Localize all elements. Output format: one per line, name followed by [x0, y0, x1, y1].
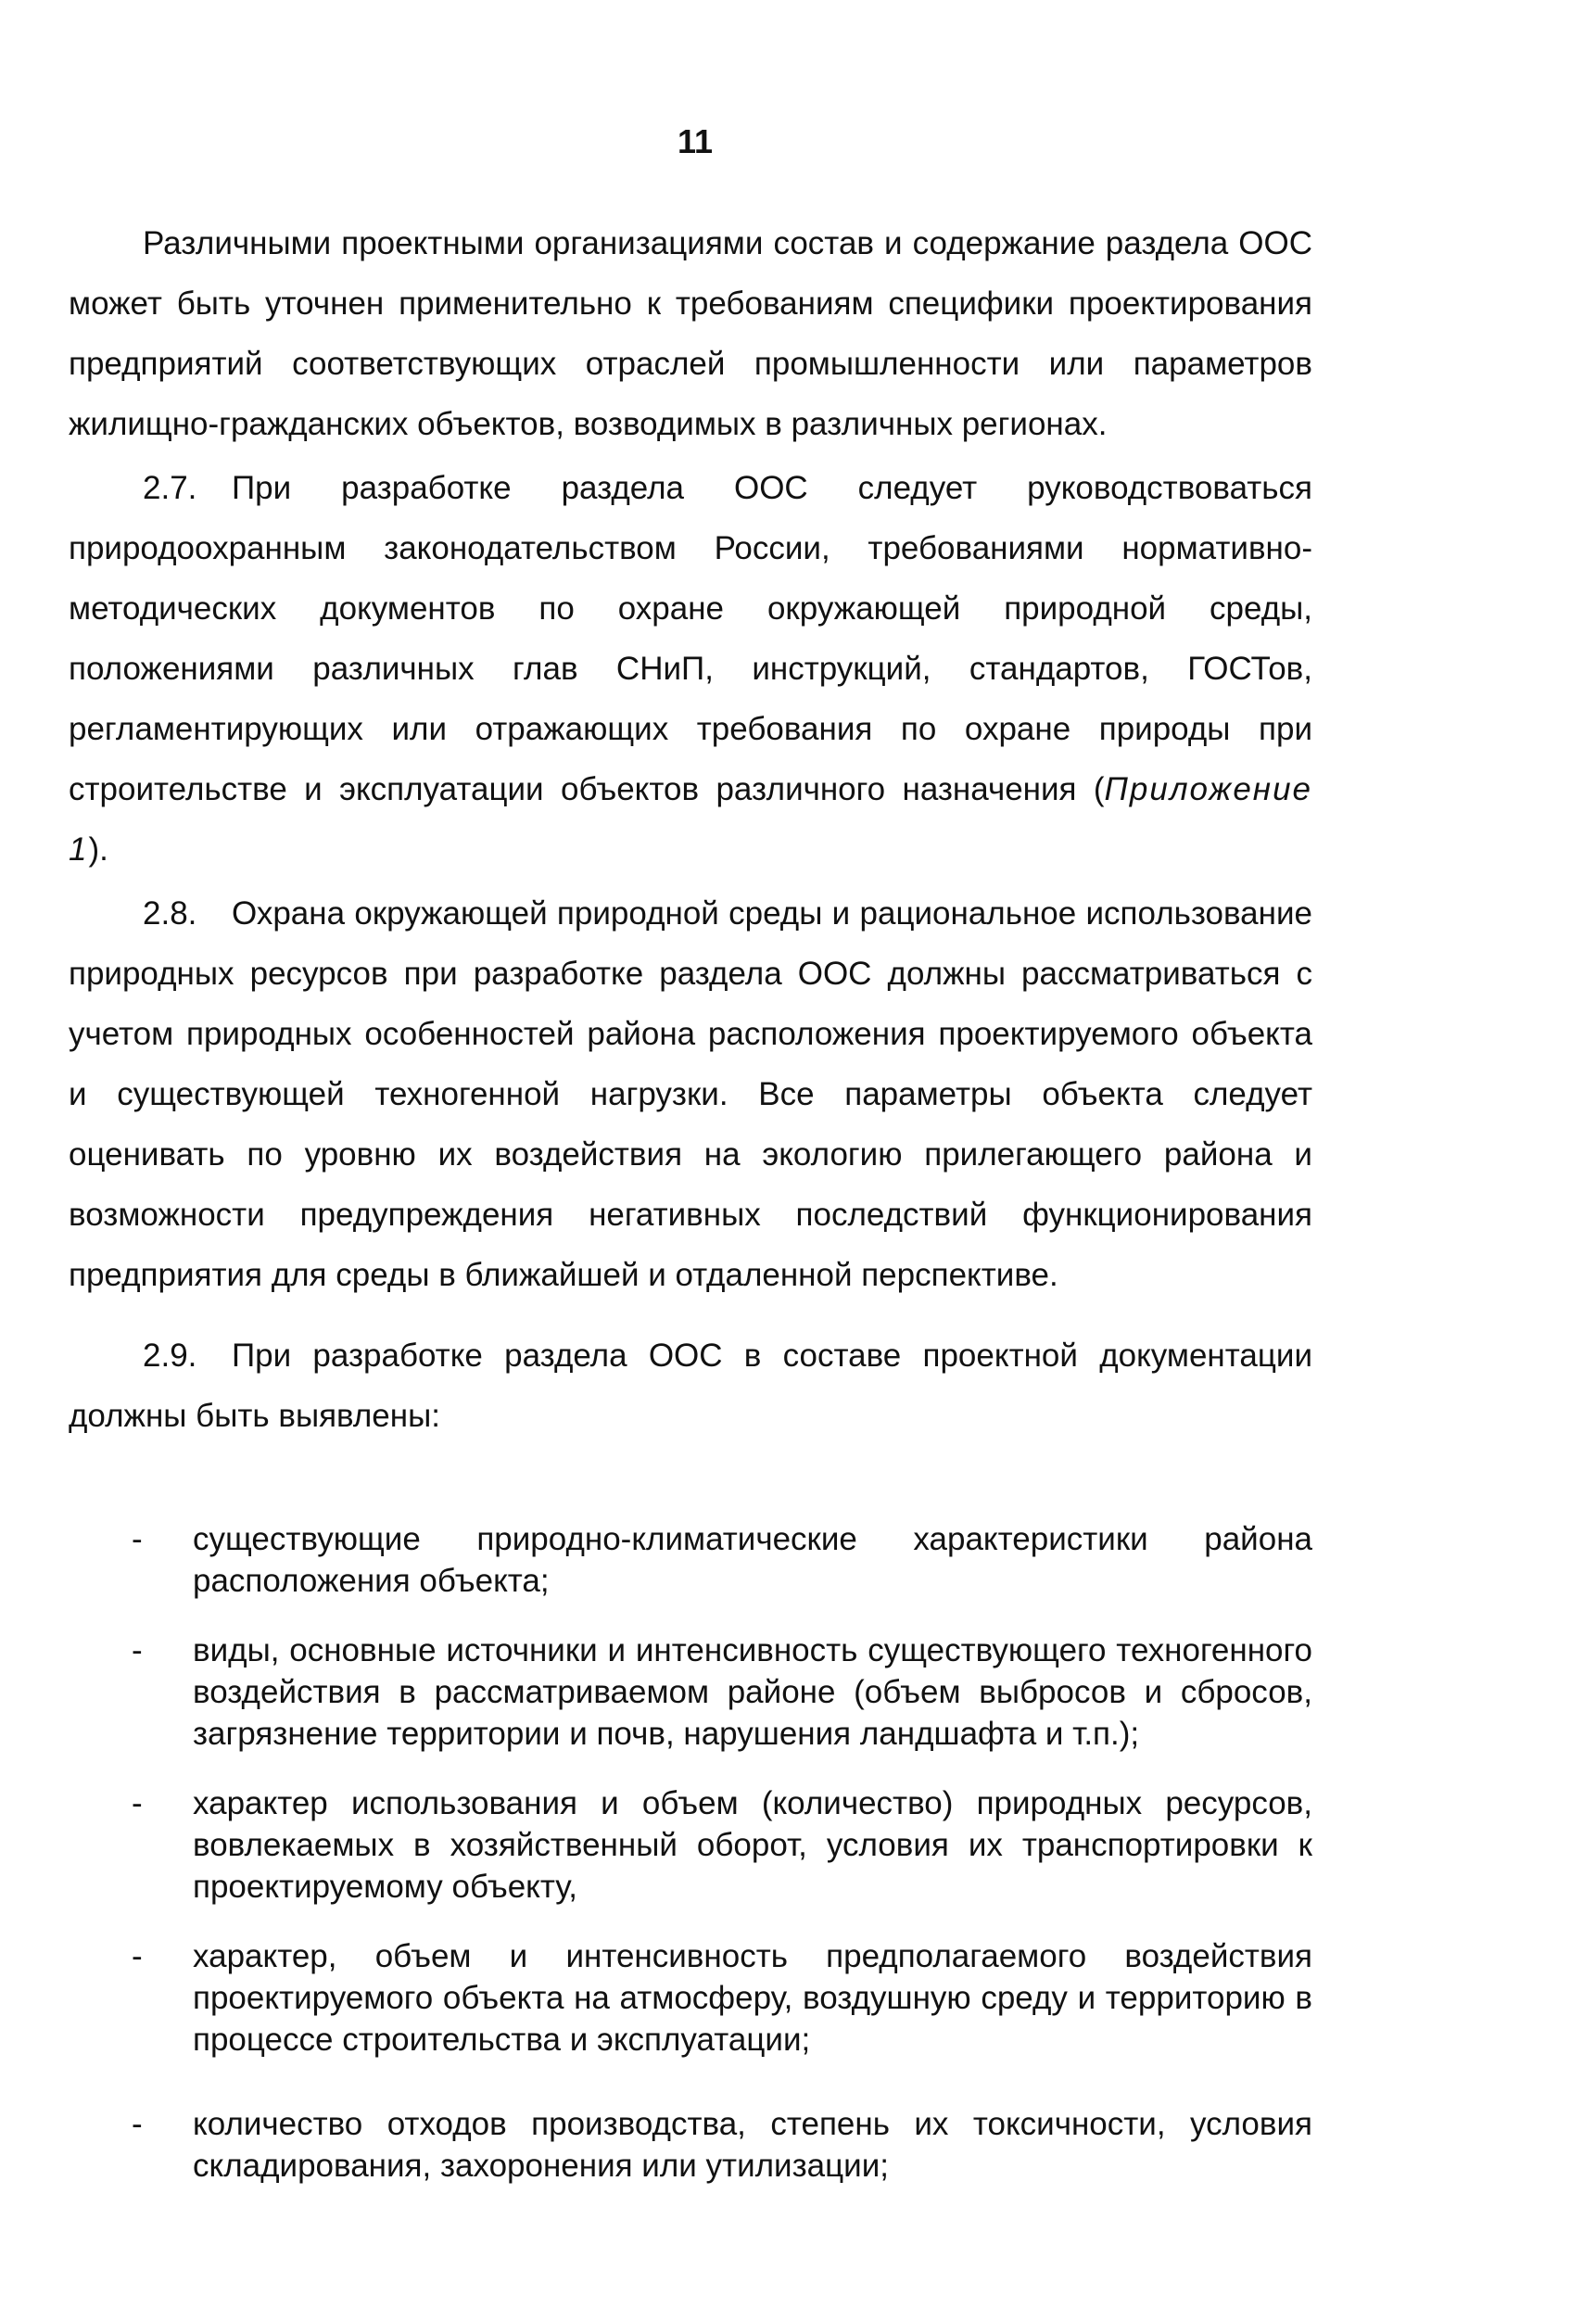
appendix-reference: Приложение 1	[69, 771, 1312, 868]
paragraph-2-8	[69, 883, 1312, 1305]
clause-number: 2.8.	[143, 895, 197, 932]
list-dash: -	[132, 1521, 143, 1557]
list-item-text: существующие природно-климатические характеристики района расположения объекта;	[193, 1521, 1312, 1599]
list-dash: -	[132, 1632, 143, 1668]
page-number: 11	[677, 122, 714, 160]
paragraph-2-7	[69, 458, 1312, 880]
list-item	[69, 1518, 1312, 1602]
clause-number: 2.9.	[143, 1338, 197, 1374]
paragraph-text: При разработке раздела ООС в составе проектной документации должны быть выявлены:	[69, 1338, 1312, 1434]
list-item	[69, 2103, 1312, 2187]
paragraph-tail: ).	[88, 831, 108, 868]
list-dash: -	[132, 2106, 143, 2142]
list-item-text: виды, основные источники и интенсивность существующего техногенного воздействия в рассматриваемом районе (объем выбросов и сбросов, загрязнение территории и почв, нарушения ландшафта и т.п.);	[193, 1632, 1312, 1752]
list-item-text: характер использования и объем (количество) природных ресурсов, вовлекаемых в хозяйственный оборот, условия их транспортировки к проектируемому объекту,	[193, 1785, 1312, 1905]
list-item-text: характер, объем и интенсивность предполагаемого воздействия проектируемого объекта на атмосферу, воздушную среду и территорию в процессе строительства и эксплуатации;	[193, 1938, 1312, 2058]
paragraph-text: При разработке раздела ООС следует руководствоваться природоохранным законодательством России, требованиями нормативно-методических документов по охране окружающей природной среды, положениями различных глав СНиП, инструкций, стандартов, ГОСТов, регламентирующих или отражающих требования по охране природы при строительстве и эксплуатации объектов различного назначения (	[69, 470, 1312, 807]
list-item	[69, 1782, 1312, 1908]
list-item	[69, 1935, 1312, 2061]
list-item	[69, 1630, 1312, 1755]
list-item-text: количество отходов производства, степень их токсичности, условия складирования, захоронения или утилизации;	[193, 2106, 1312, 2184]
paragraph-intro	[69, 213, 1312, 454]
clause-number: 2.7.	[143, 470, 197, 506]
requirements-list	[69, 1518, 1312, 2214]
document-body	[69, 213, 1312, 1446]
paragraph-text: Различными проектными организациями состав и содержание раздела ООС может быть уточнен применительно к требованиям специфики проектирования предприятий соответствующих отраслей промышленности или параметров жилищно-гражданских объектов, возводимых в различных регионах.	[69, 225, 1312, 442]
paragraph-text: Охрана окружающей природной среды и рациональное использование природных ресурсов при разработке раздела ООС должны рассматриваться с учетом природных особенностей района расположения проектируемого объекта и существующей техногенной нагрузки. Все параметры объекта следует оценивать по уровню их воздействия на экологию прилегающего района и возможности предупреждения негативных последствий функционирования предприятия для среды в ближайшей и отдаленной перспективе.	[69, 895, 1312, 1293]
paragraph-2-9	[69, 1325, 1312, 1446]
list-dash: -	[132, 1938, 143, 1974]
list-dash: -	[132, 1785, 143, 1821]
